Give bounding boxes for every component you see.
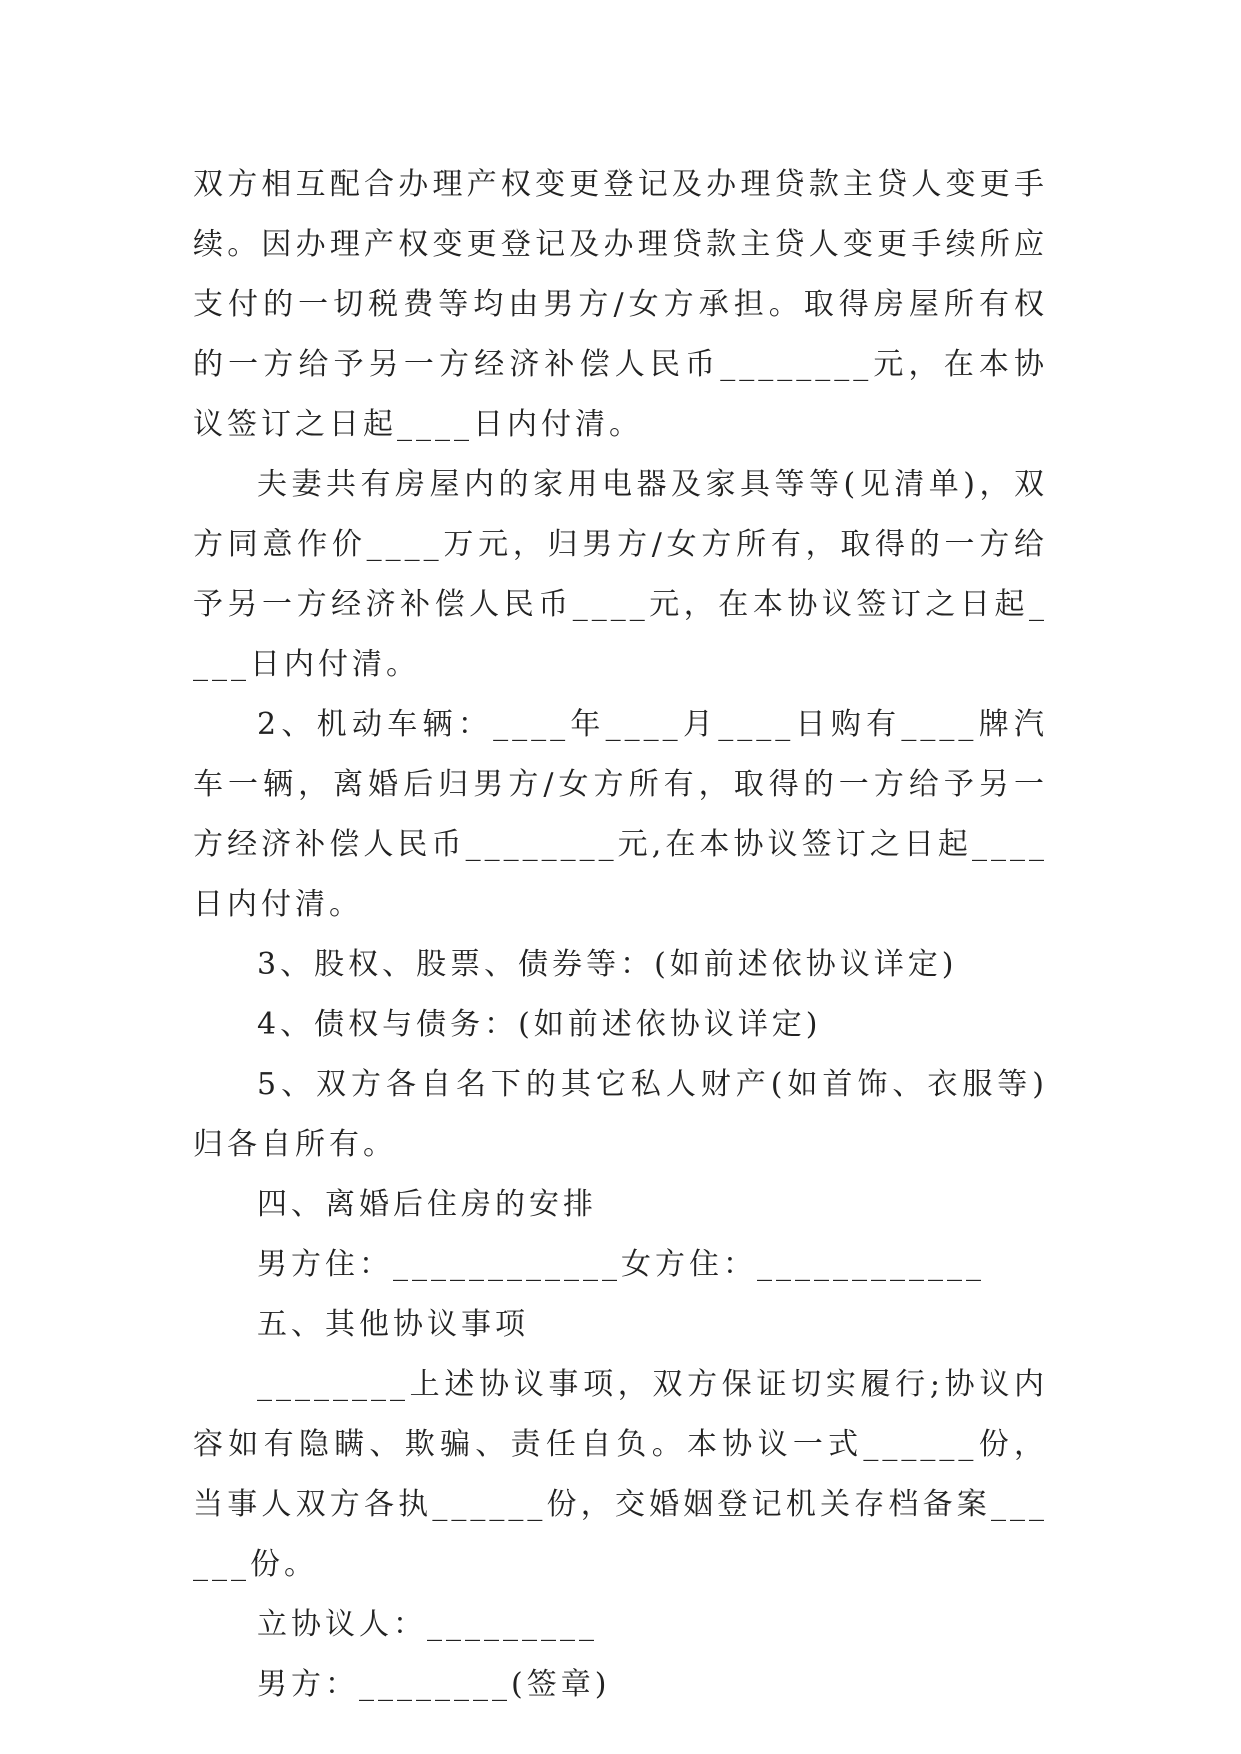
signatory-line: 立协议人：_________ (257, 1607, 598, 1642)
paragraph-housing-arrangement: 男方住：____________女方住：____________ (257, 1247, 985, 1282)
paragraph-personal-property: 5、双方各自名下的其它私人财产(如首饰、衣服等)归各自所有。 (193, 1067, 1048, 1162)
paragraph-equity-stocks: 3、股权、股票、债券等：(如前述依协议详定) (257, 947, 958, 982)
paragraph-debts: 4、债权与债务：(如前述依协议详定) (257, 1007, 822, 1042)
section-heading-other-matters: 五、其他协议事项 (257, 1307, 529, 1342)
male-signature-line: 男方：________(签章) (257, 1667, 611, 1702)
paragraph-motor-vehicle: 2、机动车辆：____年____月____日购有____牌汽车一辆，离婚后归男方/女方所有，取得的一方给予另一方经济补偿人民币________元,在本协议签订之日起____日内付清。 (193, 707, 1048, 922)
paragraph-property-transfer: 双方相互配合办理产权变更登记及办理贷款主贷人变更手续。因办理产权变更登记及办理贷款主贷人变更手续所应支付的一切税费等均由男方/女方承担。取得房屋所有权的一方给予另一方经济补偿人民币________元，在本协议签订之日起____日内付清。 (193, 167, 1048, 442)
paragraph-household-items: 夫妻共有房屋内的家用电器及家具等等(见清单)，双方同意作价____万元，归男方/女方所有，取得的一方给予另一方经济补偿人民币____元，在本协议签订之日起____日内付清。 (193, 467, 1048, 682)
section-heading-housing: 四、离婚后住房的安排 (257, 1187, 597, 1222)
paragraph-other-matters: ________上述协议事项，双方保证切实履行;协议内容如有隐瞒、欺骗、责任自负。本协议一式______份，当事人双方各执______份，交婚姻登记机关存档备案______份。 (193, 1367, 1048, 1582)
document-page (193, 155, 1048, 1715)
